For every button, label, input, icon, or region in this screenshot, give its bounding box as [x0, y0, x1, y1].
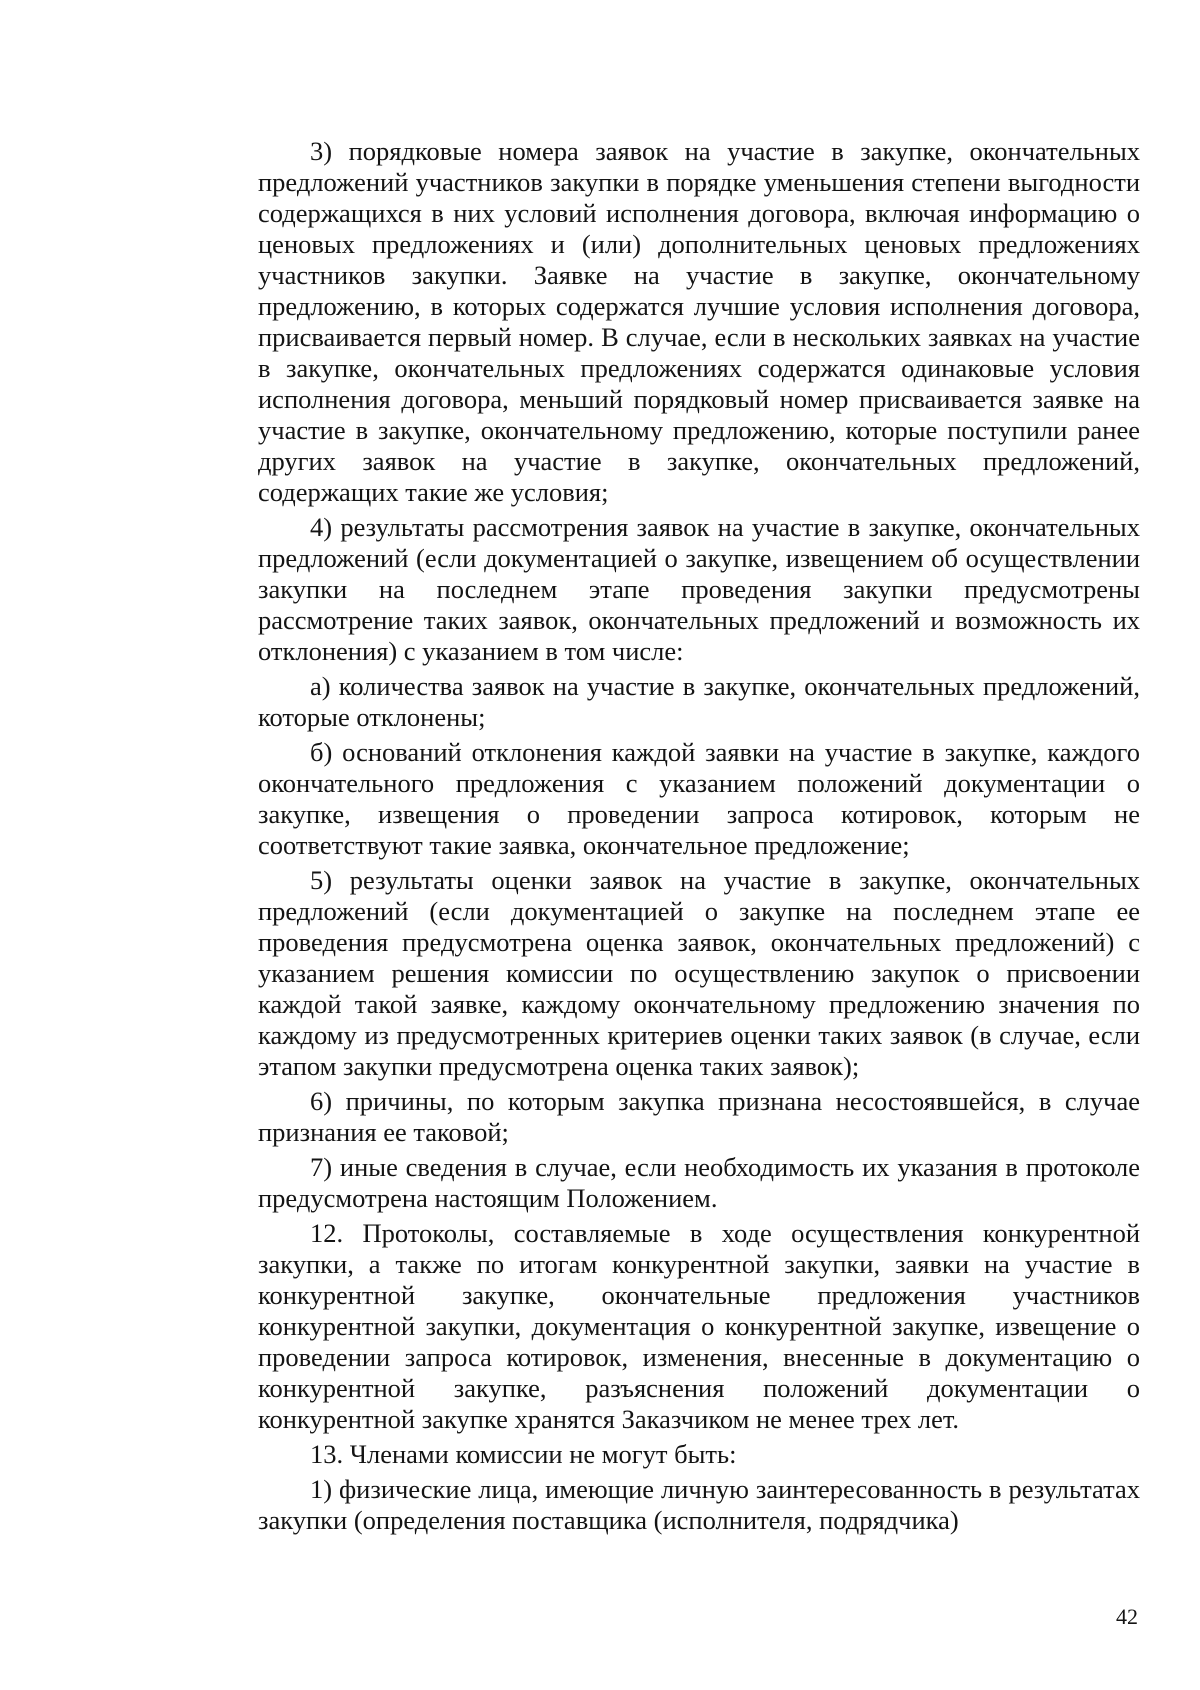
paragraph-subitem-b: б) оснований отклонения каждой заявки на участие в закупке, каждого окончательного предложения с указанием положений документации о закупке, извещения о проведении запроса котировок, которым не соответствуют такие заявка, окончательное предложение;	[258, 737, 1140, 860]
paragraph-item-4: 4) результаты рассмотрения заявок на участие в закупке, окончательных предложений (если документацией о закупке, извещением об осуществлении закупки на последнем этапе проведения закупки предусмотрены рассмотрение таких заявок, окончательных предложений и возможность их отклонения) с указанием в том числе:	[258, 512, 1140, 666]
document-body	[258, 136, 1140, 1540]
paragraph-section-13-item-1: 1) физические лица, имеющие личную заинтересованность в результатах закупки (определения поставщика (исполнителя, подрядчика)	[258, 1474, 1140, 1535]
paragraph-item-5: 5) результаты оценки заявок на участие в закупке, окончательных предложений (если документацией о закупке на последнем этапе ее проведения предусмотрена оценка заявок, окончательных предложений) с указанием решения комиссии по осуществлению закупок о присвоении каждой такой заявке, каждому окончательному предложению значения по каждому из предусмотренных критериев оценки таких заявок (в случае, если этапом закупки предусмотрена оценка таких заявок);	[258, 865, 1140, 1081]
paragraph-item-7: 7) иные сведения в случае, если необходимость их указания в протоколе предусмотрена настоящим Положением.	[258, 1152, 1140, 1213]
paragraph-item-6: 6) причины, по которым закупка признана несостоявшейся, в случае признания ее таковой;	[258, 1086, 1140, 1147]
paragraph-section-12: 12. Протоколы, составляемые в ходе осуществления конкурентной закупки, а также по итогам конкурентной закупки, заявки на участие в конкурентной закупке, окончательные предложения участников конкурентной закупки, документация о конкурентной закупке, извещение о проведении запроса котировок, изменения, внесенные в документацию о конкурентной закупке, разъяснения положений документации о конкурентной закупке хранятся Заказчиком не менее трех лет.	[258, 1218, 1140, 1434]
paragraph-item-3: 3) порядковые номера заявок на участие в закупке, окончательных предложений участников закупки в порядке уменьшения степени выгодности содержащихся в них условий исполнения договора, включая информацию о ценовых предложениях и (или) дополнительных ценовых предложениях участников закупки. Заявке на участие в закупке, окончательному предложению, в которых содержатся лучшие условия исполнения договора, присваивается первый номер. В случае, если в нескольких заявках на участие в закупке, окончательных предложениях содержатся одинаковые условия исполнения договора, меньший порядковый номер присваивается заявке на участие в закупке, окончательному предложению, которые поступили ранее других заявок на участие в закупке, окончательных предложений, содержащих такие же условия;	[258, 136, 1140, 507]
paragraph-subitem-a: а) количества заявок на участие в закупке, окончательных предложений, которые отклонены;	[258, 671, 1140, 732]
paragraph-section-13: 13. Членами комиссии не могут быть:	[310, 1439, 737, 1469]
page-number: 42	[1116, 1604, 1138, 1629]
